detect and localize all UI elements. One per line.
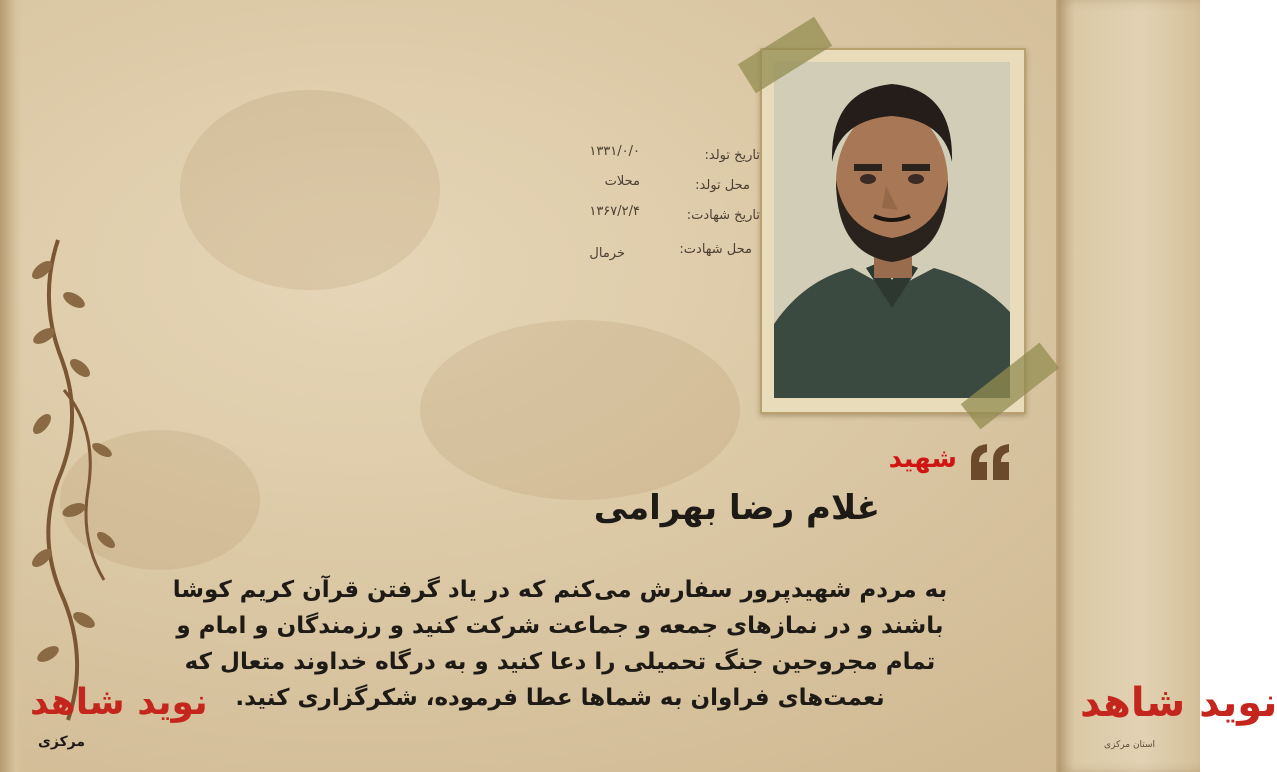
- martyrdom-date-label: تاریخ شهادت:: [686, 208, 760, 223]
- logo-right-region: استان مرکزی: [1104, 740, 1156, 750]
- martyrdom-date-value: ۱۳۶۷/۲/۴: [589, 204, 640, 219]
- portrait-illustration: [774, 62, 1010, 398]
- book-right-page: [1058, 0, 1200, 772]
- birth-place-row: [540, 174, 760, 200]
- paper-stain: [180, 90, 440, 290]
- martyr-name: غلام رضا بهرامی: [593, 488, 880, 528]
- martyr-info: [540, 138, 760, 278]
- martyrdom-date-row: [540, 204, 760, 230]
- testament-line: به مردم شهیدپرور سفارش می‌کنم که در یاد گرفتن قرآن کریم کوشا: [172, 577, 948, 603]
- birth-date-row: [540, 144, 760, 170]
- logo-left-name: نوید شاهد: [30, 682, 208, 723]
- paper-stain: [420, 320, 740, 500]
- martyrdom-place-value: خرمال: [589, 246, 625, 261]
- shahid-label: شهید: [888, 444, 957, 474]
- martyr-portrait: [774, 62, 1010, 398]
- logo-left-region: مرکزی: [38, 734, 86, 750]
- shahid-badge: [872, 440, 1017, 484]
- testament-line: نعمت‌های فراوان به شماها عطا فرموده، شکرگزاری کنید.: [235, 685, 885, 711]
- birth-date-label: تاریخ تولد:: [704, 148, 760, 163]
- martyrdom-place-row: [540, 242, 760, 264]
- testament-line: باشند و در نمازهای جمعه و جماعت شرکت کنید و رزمندگان و امام و: [176, 613, 944, 639]
- photo-frame: [760, 48, 1026, 414]
- quote-mark-icon: [969, 442, 1011, 482]
- birth-place-label: محل تولد:: [695, 178, 750, 193]
- martyrdom-place-label: محل شهادت:: [679, 242, 752, 257]
- navid-shahed-logo-right: [1078, 678, 1277, 762]
- testament-text: [110, 572, 1010, 752]
- birth-date-value: ۱۳۳۱/۰/۰: [589, 144, 640, 159]
- testament-line: تمام مجروحین جنگ تحمیلی را دعا کنید و به درگاه خداوند متعال که: [184, 649, 936, 675]
- birth-place-value: محلات: [604, 174, 640, 189]
- vine-ornament: [18, 240, 118, 720]
- logo-right-name: نوید شاهد: [1080, 680, 1277, 726]
- navid-shahed-logo-left: [22, 672, 208, 762]
